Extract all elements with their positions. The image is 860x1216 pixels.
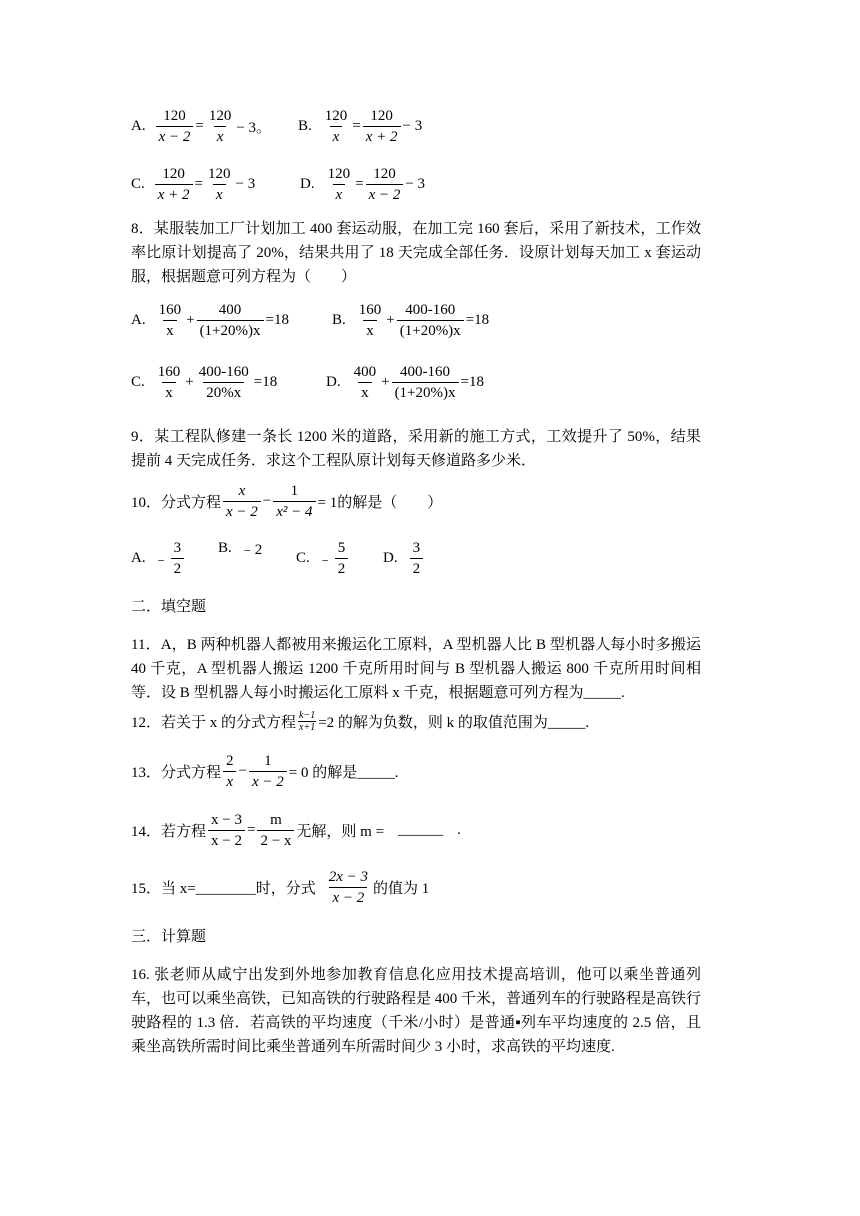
option-label: A.	[131, 312, 146, 328]
expression-tail: =18	[460, 374, 484, 390]
denominator: x	[213, 184, 226, 205]
q13-stem	[131, 751, 398, 792]
q10-option-c[interactable]	[296, 538, 350, 579]
plus-sign: +	[186, 312, 195, 328]
q8-option-d[interactable]	[326, 362, 484, 403]
q15-stem	[131, 867, 429, 908]
fraction	[356, 300, 385, 341]
numerator: 160	[358, 302, 382, 318]
numerator: 400	[218, 302, 242, 318]
denominator: x² − 4	[273, 501, 315, 522]
plus-sign: +	[386, 312, 395, 328]
question-prefix: 15．当 x=________时，分式	[131, 881, 316, 897]
denominator: (1+20%)x	[397, 320, 464, 341]
denominator: 20%x	[203, 382, 244, 403]
numerator: 2x − 3	[328, 869, 368, 885]
q7-option-b[interactable]	[298, 106, 422, 147]
plus-sign: +	[185, 374, 194, 390]
fraction	[392, 362, 459, 403]
q8-stem: 8．某服装加工厂计划加工 400 套运动服，在加工完 160 套后，采用了新技术，工作效率比原计划提高了 20%，结果共用了 18 天完成全部任务．设原计划每天加工 x 套运动服，根据题意可列方程为（ ）	[131, 221, 701, 285]
numerator: 120	[373, 166, 396, 182]
numerator: 400-160	[400, 364, 451, 380]
option-value: ﹣2	[239, 542, 263, 558]
option-label: D.	[300, 176, 315, 192]
fraction	[156, 300, 185, 341]
numerator: 120	[324, 108, 348, 124]
denominator: x − 2	[223, 501, 261, 522]
q12-stem	[131, 710, 589, 733]
q10-option-b[interactable]	[218, 538, 262, 559]
fraction	[397, 300, 464, 341]
numerator: 120	[327, 166, 351, 182]
numerator: 1	[264, 753, 272, 769]
fraction	[366, 164, 404, 205]
option-label: D.	[383, 550, 398, 566]
equals-sign: =	[194, 176, 204, 192]
minus-sign: −	[238, 763, 247, 779]
fraction	[197, 300, 264, 341]
q11-stem: 11．A，B 两种机器人都被用来搬运化工原料，A 型机器人比 B 型机器人每小时多搬运 40 千克，A 型机器人搬运 1200 千克所用时间与 B 型机器人搬运 800 千克所用时间相等．设 B 型机器人每小时搬运化工原料 x 千克，根据题意可列方程为_____.	[131, 637, 701, 701]
q8-option-c[interactable]	[131, 362, 277, 403]
denominator: x + 2	[363, 126, 401, 147]
plus-sign: +	[381, 374, 390, 390]
denominator: x − 2	[366, 184, 404, 205]
denominator: x − 2	[208, 830, 245, 851]
numerator: 5	[337, 540, 346, 556]
fraction	[257, 810, 294, 851]
fraction	[171, 538, 185, 579]
denominator: x − 2	[329, 887, 367, 908]
fraction	[205, 164, 234, 205]
denominator: 2	[335, 558, 349, 579]
denominator: x	[163, 320, 177, 341]
fraction	[298, 710, 316, 733]
minus-sign: ﹣	[153, 552, 169, 568]
fraction	[273, 481, 315, 522]
denominator: x − 2	[156, 126, 194, 147]
option-label: A.	[131, 550, 146, 566]
answer-blank[interactable]: ______	[398, 822, 444, 838]
numerator: 3	[412, 540, 421, 556]
denominator: 2 − x	[257, 830, 294, 851]
q8-option-b[interactable]	[332, 300, 489, 341]
numerator: 400	[353, 364, 377, 380]
q10-option-d[interactable]	[383, 538, 425, 579]
fraction	[363, 106, 401, 147]
fraction	[322, 106, 351, 147]
expression-tail: − 3	[402, 118, 423, 134]
q16-stem: 16. 张老师从咸宁出发到外地参加教育信息化应用技术提高培训，他可以乘坐普通列车，也可以乘坐高铁，已知高铁的行驶路程是 400 千米，普通列车的行驶路程是高铁行驶路程的 1.3 倍．若高铁的平均速度（千米/小时）是普通▪列车平均速度的 2.5 倍，且乘坐高铁所需时间比乘坐普通列车所需时间少 3 小时，求高铁的平均速度.	[131, 967, 702, 1055]
section-heading-fill-in: 二．填空题	[131, 599, 207, 615]
expression-tail: − 3	[235, 176, 256, 192]
fraction	[223, 481, 261, 522]
option-label: B.	[298, 118, 312, 134]
equals-sign: =	[246, 822, 256, 838]
fraction	[326, 867, 371, 908]
section-heading-calculation: 三．计算题	[131, 929, 207, 945]
option-label: D.	[326, 374, 341, 390]
option-label: B.	[218, 540, 232, 556]
fraction	[223, 751, 237, 792]
q14-stem	[131, 810, 461, 851]
minus-sign: −	[262, 493, 272, 509]
numerator: 400-160	[405, 302, 456, 318]
q7-option-c[interactable]	[131, 164, 255, 205]
denominator: x − 2	[249, 771, 287, 792]
fraction	[206, 106, 235, 147]
expression-tail: 的值为 1	[373, 881, 430, 897]
expression-tail: 无解，则 m =	[296, 824, 385, 840]
equals-sign: =	[195, 118, 204, 134]
fraction	[351, 362, 380, 403]
numerator: 2	[226, 753, 234, 769]
q10-stem	[131, 481, 442, 522]
denominator: x+1	[299, 722, 316, 733]
numerator: x − 3	[211, 812, 242, 828]
option-label: A.	[131, 118, 146, 134]
denominator: 2	[410, 558, 424, 579]
fraction	[196, 362, 252, 403]
question-prefix: 10．分式方程	[131, 495, 222, 511]
equals-sign: =	[352, 118, 361, 134]
numerator: 120	[370, 108, 393, 124]
fraction	[155, 362, 184, 403]
minus-sign: ﹣	[317, 552, 333, 568]
q10-option-a[interactable]	[131, 538, 186, 579]
q8-option-a[interactable]	[131, 300, 289, 341]
numerator: 1	[290, 483, 299, 499]
fraction	[156, 106, 194, 147]
q9-stem: 9．某工程队修建一条长 1200 米的道路，采用新的施工方式，工效提升了 50%，结果提前 4 天完成任务．求这个工程队原计划每天修道路多少米．	[131, 429, 701, 469]
expression-tail: =18	[465, 312, 490, 328]
question-prefix: 13．分式方程	[131, 765, 222, 781]
numerator: 160	[158, 302, 182, 318]
equals-sign: =	[355, 176, 364, 192]
expression-tail: − 3。	[236, 120, 272, 136]
expression-tail: = 1的解是（ ）	[317, 495, 443, 511]
denominator: x + 2	[155, 184, 193, 205]
q7-option-a[interactable]	[131, 106, 271, 147]
option-label: C.	[131, 176, 145, 192]
question-prefix: 14．若方程	[131, 824, 207, 840]
q7-option-d[interactable]	[300, 164, 425, 205]
denominator: x	[223, 771, 236, 792]
option-label: C.	[296, 550, 310, 566]
expression-tail: − 3	[405, 176, 426, 192]
numerator: k−1	[299, 710, 316, 721]
fraction	[410, 538, 424, 579]
option-label: C.	[131, 374, 145, 390]
fraction	[155, 164, 193, 205]
denominator: (1+20%)x	[392, 382, 459, 403]
fraction	[249, 751, 287, 792]
denominator: x	[363, 320, 377, 341]
denominator: 2	[171, 558, 185, 579]
denominator: x	[358, 382, 372, 403]
fraction	[208, 810, 245, 851]
expression-tail: =2 的解为负数，则 k 的取值范围为_____.	[318, 715, 590, 731]
numerator: 120	[162, 166, 185, 182]
fraction	[335, 538, 349, 579]
expression-tail: = 0 的解是_____.	[288, 765, 399, 781]
option-label: B.	[332, 312, 346, 328]
expression-tail: =18	[253, 374, 278, 390]
question-prefix: 12．若关于 x 的分式方程	[131, 715, 297, 731]
numerator: 400-160	[198, 364, 249, 380]
denominator: x	[162, 382, 176, 403]
numerator: m	[270, 812, 282, 828]
numerator: 120	[208, 108, 232, 124]
denominator: x	[333, 184, 346, 205]
expression-tail: =18	[265, 312, 289, 328]
denominator: x	[330, 126, 343, 147]
numerator: x	[238, 483, 246, 499]
denominator: (1+20%)x	[197, 320, 264, 341]
numerator: 3	[173, 540, 182, 556]
numerator: 120	[163, 108, 186, 124]
numerator: 120	[208, 166, 231, 182]
fraction	[325, 164, 354, 205]
numerator: 160	[157, 364, 181, 380]
period: .	[457, 822, 461, 838]
denominator: x	[214, 126, 227, 147]
